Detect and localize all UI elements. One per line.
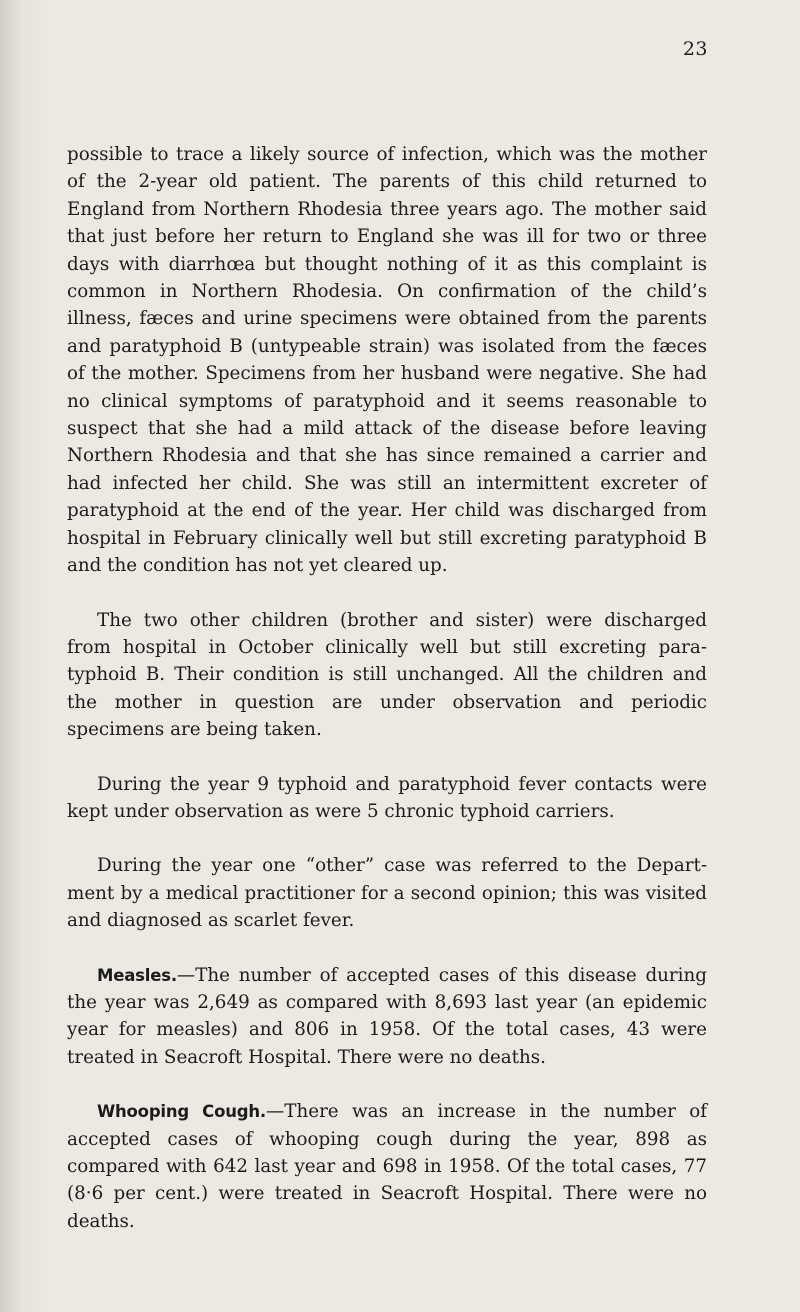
paragraph-other-case: During the year one “other” case was referred to the Depart- ment by a medical practitioner for a second opinion; this was visited and diagnosed as scarlet fever. xyxy=(67,855,707,932)
whooping-cough-text: —There was an increase in the number of accepted cases of whooping cough during the year, 898 as compared with 642 last year and 698 in 1958. Of the total cases, 77 (8·6 per cent.) were treated in Seacroft Hospital. There were no deaths. xyxy=(67,1101,707,1232)
paragraph-whooping-cough xyxy=(67,1098,707,1235)
paragraph-contacts: During the year 9 typhoid and paratyphoid fever contacts were kept under observation as were 5 chronic typhoid carriers. xyxy=(67,773,707,822)
body-text xyxy=(67,141,707,1262)
page-number: 23 xyxy=(682,38,708,60)
paragraph-other-children: The two other children (brother and sister) were discharged from hospital in October clinically well but still excreting para- typhoid B. Their condition is still unchanged. All the children and the mother in question are under observation and periodic specimens are being taken. xyxy=(67,609,707,741)
measles-text: —The number of accepted cases of this disease during the year was 2,649 as compared with 8,693 last year (an epidemic year for measles) and 806 in 1958. Of the total cases, 43 were treated in Seacroft Hospital. There were no deaths. xyxy=(67,964,707,1068)
measles-heading: Measles. xyxy=(97,965,177,985)
paragraph-infection-source: possible to trace a likely source of infection, which was the mother of the 2-year old patient. The parents of this child returned to England from Northern Rhodesia three years ago. The mother said that just before her return to England she was ill for two or three days with diarrhœa but thought nothing of it as this complaint is common in Northern Rhodesia. On confirmation of the child’s illness, fæces and urine specimens were obtained from the parents and paratyphoid B (untypeable strain) was isolated from the fæces of the mother. Specimens from her husband were negative. She had no clinical symptoms of paratyphoid and it seems reasonable to suspect that she had a mild attack of the disease before leaving Northern Rhodesia and that she has since remained a carrier and had infected her child. She was still an intermittent excreter of paratyphoid at the end of the year. Her child was discharged from hospital in February clinically well but still excreting paratyphoid B and the condition has not yet cleared up. xyxy=(67,144,707,577)
whooping-cough-heading: Whooping Cough. xyxy=(97,1102,266,1122)
paragraph-measles xyxy=(67,962,707,1072)
